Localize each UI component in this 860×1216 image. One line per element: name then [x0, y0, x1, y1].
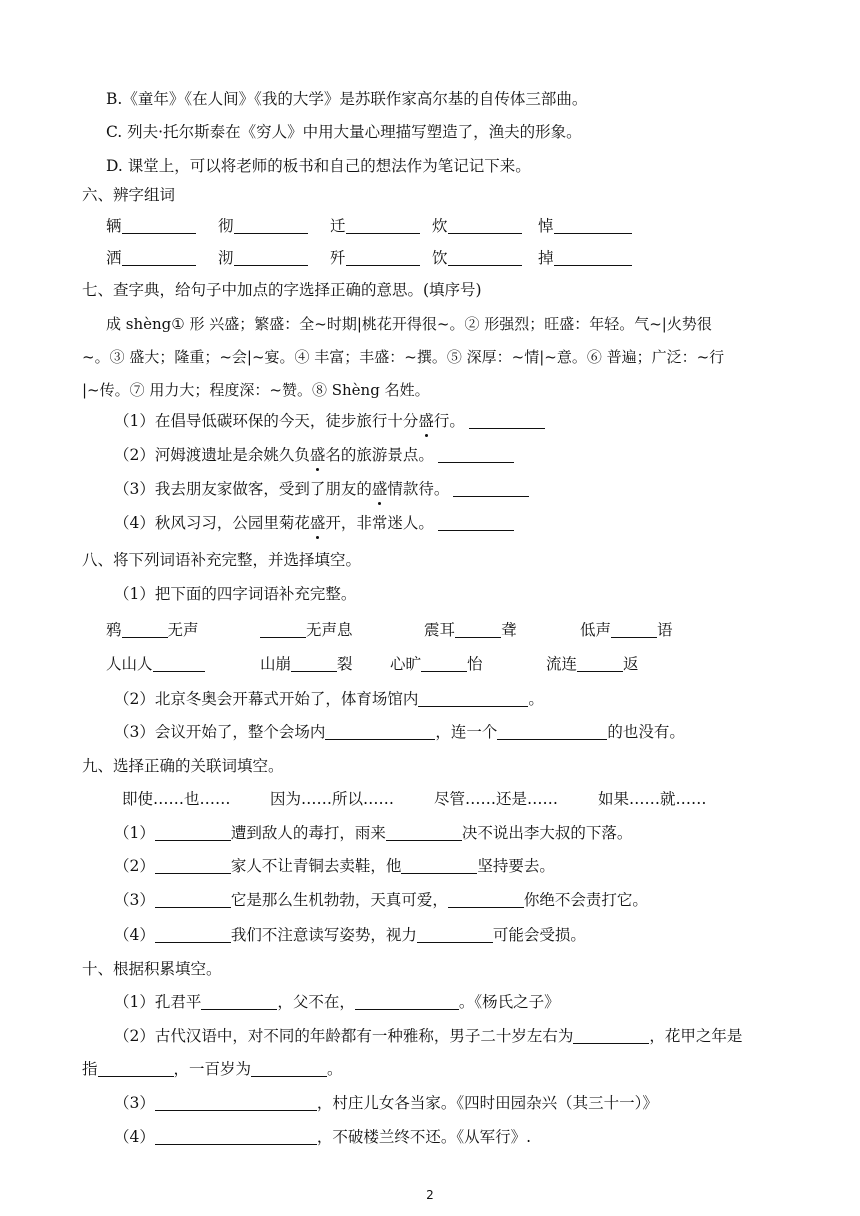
answer-blank[interactable] [438, 446, 514, 463]
answer-blank[interactable] [122, 621, 168, 638]
answer-blank[interactable] [455, 621, 501, 638]
idiom-cell: 震耳 聋 [424, 621, 517, 639]
word-cell: 掉 [538, 247, 632, 269]
answer-blank[interactable] [153, 655, 205, 672]
word-cell: 洒 [106, 247, 196, 269]
word-cell: 沏 [218, 247, 308, 269]
answer-blank[interactable] [577, 655, 623, 672]
q10-item-3: （3） ，村庄儿女各当家。《四时田园杂兴（其三十一）》 [114, 1094, 658, 1112]
word-cell: 饮 [432, 247, 522, 269]
answer-blank[interactable] [554, 249, 632, 266]
answer-blank[interactable] [260, 621, 306, 638]
dotted-char: 盛 [309, 446, 326, 464]
conjunction-option: 尽管……还是…… [434, 790, 559, 808]
answer-blank[interactable] [325, 723, 435, 740]
q7-definition-line-2: ~。③ 盛大；隆重；~会|~宴。④ 丰富；丰盛：~撰。⑤ 深厚：~情|~意。⑥ 普遍；广泛：~行 [82, 348, 725, 366]
idiom-cell: 无声息 [260, 619, 353, 641]
q6-row-1 [106, 215, 846, 237]
q7-item-4: （4）秋风习习，公园里菊花盛开，非常迷人。 [114, 512, 514, 534]
conjunction-option: 因为……所以…… [270, 790, 395, 808]
dotted-char: 盛 [371, 480, 388, 498]
answer-blank[interactable] [155, 926, 231, 943]
conjunction-option: 即使……也…… [122, 790, 231, 808]
q9-item-4: （4） 我们不注意读写姿势，视力 可能会受损。 [114, 926, 586, 944]
answer-blank[interactable] [155, 1128, 317, 1145]
q7-definition-line-3: |~传。⑦ 用力大；程度深：~赞。⑧ Shèng 名姓。 [82, 381, 430, 399]
dotted-char: 盛 [309, 514, 326, 532]
idiom-cell: 山崩 裂 [260, 655, 353, 673]
answer-blank[interactable] [573, 1027, 649, 1044]
answer-blank[interactable] [448, 891, 524, 908]
q8-sub-3: （3）会议开始了，整个会场内 ，连一个 的也没有。 [114, 723, 685, 741]
idiom-cell: 鸦 无声 [106, 621, 199, 639]
q6-title: 六、辨字组词 [82, 186, 176, 204]
q9-item-1: （1） 遭到敌人的毒打，雨来 决不说出李大叔的下落。 [114, 824, 633, 842]
q5-option-c: C. 列夫·托尔斯泰在《穷人》中用大量心理描写塑造了，渔夫的形象。 [106, 123, 582, 141]
answer-blank[interactable] [155, 1094, 317, 1111]
answer-blank[interactable] [421, 655, 467, 672]
q7-definition-line-1: 成 shèng① 形 兴盛；繁盛：全~时期|桃花开得很~。② 形强烈；旺盛：年轻。气~|火势很 [106, 315, 712, 333]
answer-blank[interactable] [155, 891, 231, 908]
q8-sub-1: （1）把下面的四字词语补充完整。 [114, 585, 357, 603]
q8-idiom-row-2 [106, 653, 846, 675]
q8-sub-2: （2）北京冬奥会开幕式开始了，体育场馆内 。 [114, 690, 544, 708]
q10-item-2-cont: 指 ，一百岁为 。 [82, 1060, 343, 1078]
q10-item-4: （4） ，不破楼兰终不还。《从军行》. [114, 1128, 532, 1146]
answer-blank[interactable] [291, 655, 337, 672]
word-cell: 悼 [538, 215, 632, 237]
answer-blank[interactable] [448, 217, 522, 234]
q9-item-2: （2） 家人不让青铜去卖鞋，他 坚持要去。 [114, 857, 555, 875]
answer-blank[interactable] [122, 249, 196, 266]
q8-title: 八、将下列词语补充完整，并选择填空。 [82, 551, 362, 569]
idiom-cell: 心旷 怡 [390, 655, 483, 673]
dotted-char: 盛 [418, 412, 434, 430]
q7-item-2: （2）河姆渡遗址是余姚久负盛名的旅游景点。 [114, 444, 514, 466]
answer-blank[interactable] [611, 621, 657, 638]
q10-item-1: （1）孔君平 ，父不在， 。《杨氏之子》 [114, 993, 560, 1011]
answer-blank[interactable] [346, 249, 420, 266]
idiom-cell: 低声 语 [580, 621, 673, 639]
answer-blank[interactable] [155, 824, 231, 841]
q6-row-2 [106, 247, 846, 269]
q8-idiom-row-1 [106, 619, 846, 641]
q5-option-d: D. 课堂上，可以将老师的板书和自己的想法作为笔记记下来。 [106, 157, 531, 175]
answer-blank[interactable] [418, 690, 528, 707]
q10-title: 十、根据积累填空。 [82, 960, 222, 978]
answer-blank[interactable] [346, 217, 420, 234]
word-cell: 迁 [330, 215, 420, 237]
answer-blank[interactable] [453, 480, 529, 497]
answer-blank[interactable] [497, 723, 607, 740]
answer-blank[interactable] [234, 217, 308, 234]
q7-item-3: （3）我去朋友家做客，受到了朋友的盛情款待。 [114, 478, 529, 500]
q5-option-b: B.《童年》《在人间》《我的大学》是苏联作家高尔基的自传体三部曲。 [106, 90, 588, 108]
answer-blank[interactable] [355, 993, 459, 1010]
answer-blank[interactable] [122, 217, 196, 234]
answer-blank[interactable] [448, 249, 522, 266]
answer-blank[interactable] [155, 857, 231, 874]
q7-title: 七、查字典，给句子中加点的字选择正确的意思。(填序号) [82, 281, 482, 299]
q9-title: 九、选择正确的关联词填空。 [82, 757, 284, 775]
answer-blank[interactable] [234, 249, 308, 266]
q10-item-2: （2）古代汉语中，对不同的年龄都有一种雅称，男子二十岁左右为 ，花甲之年是 [114, 1027, 743, 1045]
conjunction-option: 如果……就…… [598, 790, 707, 808]
answer-blank[interactable] [386, 824, 462, 841]
q9-options [122, 788, 822, 810]
word-cell: 辆 [106, 215, 196, 237]
answer-blank[interactable] [98, 1060, 174, 1077]
answer-blank[interactable] [469, 412, 545, 429]
answer-blank[interactable] [251, 1060, 327, 1077]
answer-blank[interactable] [401, 857, 477, 874]
word-cell: 炊 [432, 215, 522, 237]
page-number: 2 [426, 1188, 434, 1202]
q7-item-1: （1）在倡导低碳环保的今天，徒步旅行十分盛行。 [114, 410, 545, 432]
q9-item-3: （3） 它是那么生机勃勃，天真可爱， 你绝不会责打它。 [114, 891, 648, 909]
answer-blank[interactable] [201, 993, 277, 1010]
word-cell: 彻 [218, 215, 308, 237]
idiom-cell: 人山人 [106, 653, 205, 675]
idiom-cell: 流连 返 [546, 655, 639, 673]
answer-blank[interactable] [438, 514, 514, 531]
answer-blank[interactable] [554, 217, 632, 234]
word-cell: 歼 [330, 247, 420, 269]
answer-blank[interactable] [417, 926, 493, 943]
